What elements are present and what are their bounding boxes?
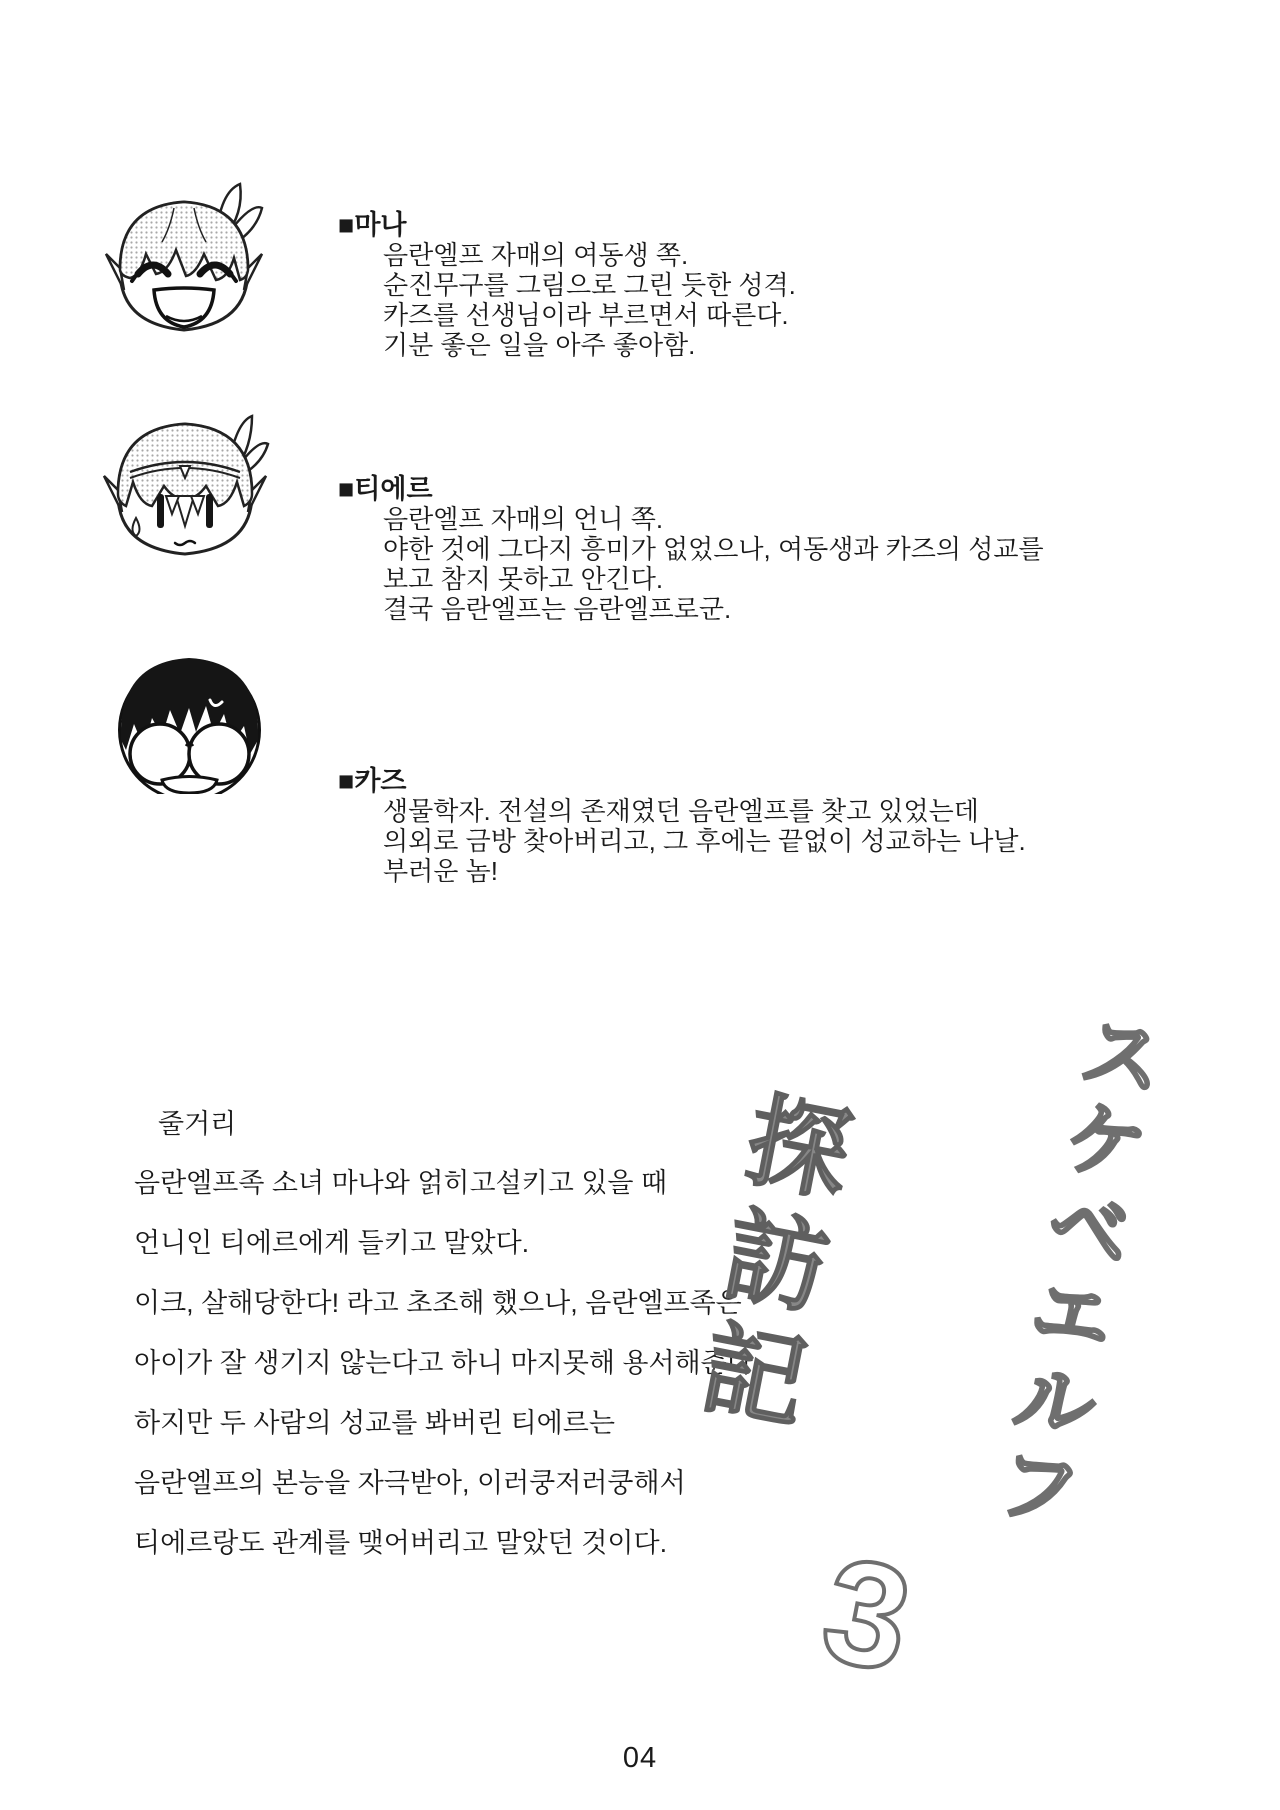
glasses-icon — [130, 724, 190, 784]
synopsis-line: 이크, 살해당한다! 라고 초조해 했으나, 음란엘프족은 — [134, 1288, 742, 1318]
open-mouth — [162, 777, 217, 794]
character-name-tier: ■티에르 — [338, 474, 433, 504]
character-desc-line: 생물학자. 전설의 존재였던 음란엘프를 찾고 있었는데 — [383, 796, 979, 826]
synopsis-line: 언니인 티에르에게 들키고 말았다. — [134, 1228, 530, 1258]
character-desc-line: 기분 좋은 일을 아주 좋아함. — [383, 330, 696, 360]
character-block-mana — [338, 210, 796, 360]
kaz-portrait — [112, 642, 267, 794]
mana-portrait — [103, 180, 265, 335]
bullet-square-icon: ■ — [338, 474, 355, 504]
character-block-tier — [338, 474, 1044, 624]
bullet-square-icon: ■ — [338, 766, 355, 796]
character-name-mana: ■마나 — [338, 210, 407, 240]
character-desc-line: 부러운 놈! — [383, 856, 498, 886]
character-desc-line: 음란엘프 자매의 여동생 쪽. — [383, 240, 689, 270]
synopsis-line: 티에르랑도 관계를 맺어버리고 말았던 것이다. — [134, 1528, 668, 1558]
series-logo-number: 3 — [810, 1526, 924, 1704]
bullet-square-icon: ■ — [338, 210, 355, 240]
character-desc-line: 순진무구를 그림으로 그린 듯한 성격. — [383, 270, 796, 300]
synopsis-title: 줄거리 — [158, 1109, 237, 1139]
character-desc-line: 카즈를 선생님이라 부르면서 따른다. — [383, 300, 789, 330]
character-block-kaz — [338, 766, 1026, 886]
tier-portrait — [100, 398, 270, 560]
character-name-kaz: ■카즈 — [338, 766, 407, 796]
page-number: 04 — [622, 1742, 658, 1774]
synopsis-line: 하지만 두 사람의 성교를 봐버린 티에르는 — [134, 1408, 615, 1438]
character-desc-line: 보고 참지 못하고 안긴다. — [383, 564, 664, 594]
synopsis-line: 음란엘프의 본능을 자극받아, 이러쿵저러쿵해서 — [134, 1468, 686, 1498]
synopsis-body — [134, 1168, 760, 1588]
character-desc-line: 결국 음란엘프는 음란엘프로군. — [383, 594, 732, 624]
series-logo-katakana: スケベエルフ — [977, 1002, 1171, 1539]
character-desc-line: 음란엘프 자매의 언니 쪽. — [383, 504, 664, 534]
synopsis-line: 음란엘프족 소녀 마나와 얽히고설키고 있을 때 — [134, 1168, 668, 1198]
bar-eyes — [157, 494, 164, 528]
character-desc-line: 야한 것에 그다지 흥미가 없었으나, 여동생과 카즈의 성교를 — [383, 534, 1044, 564]
synopsis-line: 아이가 잘 생기지 않는다고 하니 마지못해 용서해준다. — [134, 1348, 761, 1378]
series-logo-kanji: 探訪記 — [678, 1082, 858, 1446]
character-desc-line: 의외로 금방 찾아버리고, 그 후에는 끝없이 성교하는 나날. — [383, 826, 1026, 856]
